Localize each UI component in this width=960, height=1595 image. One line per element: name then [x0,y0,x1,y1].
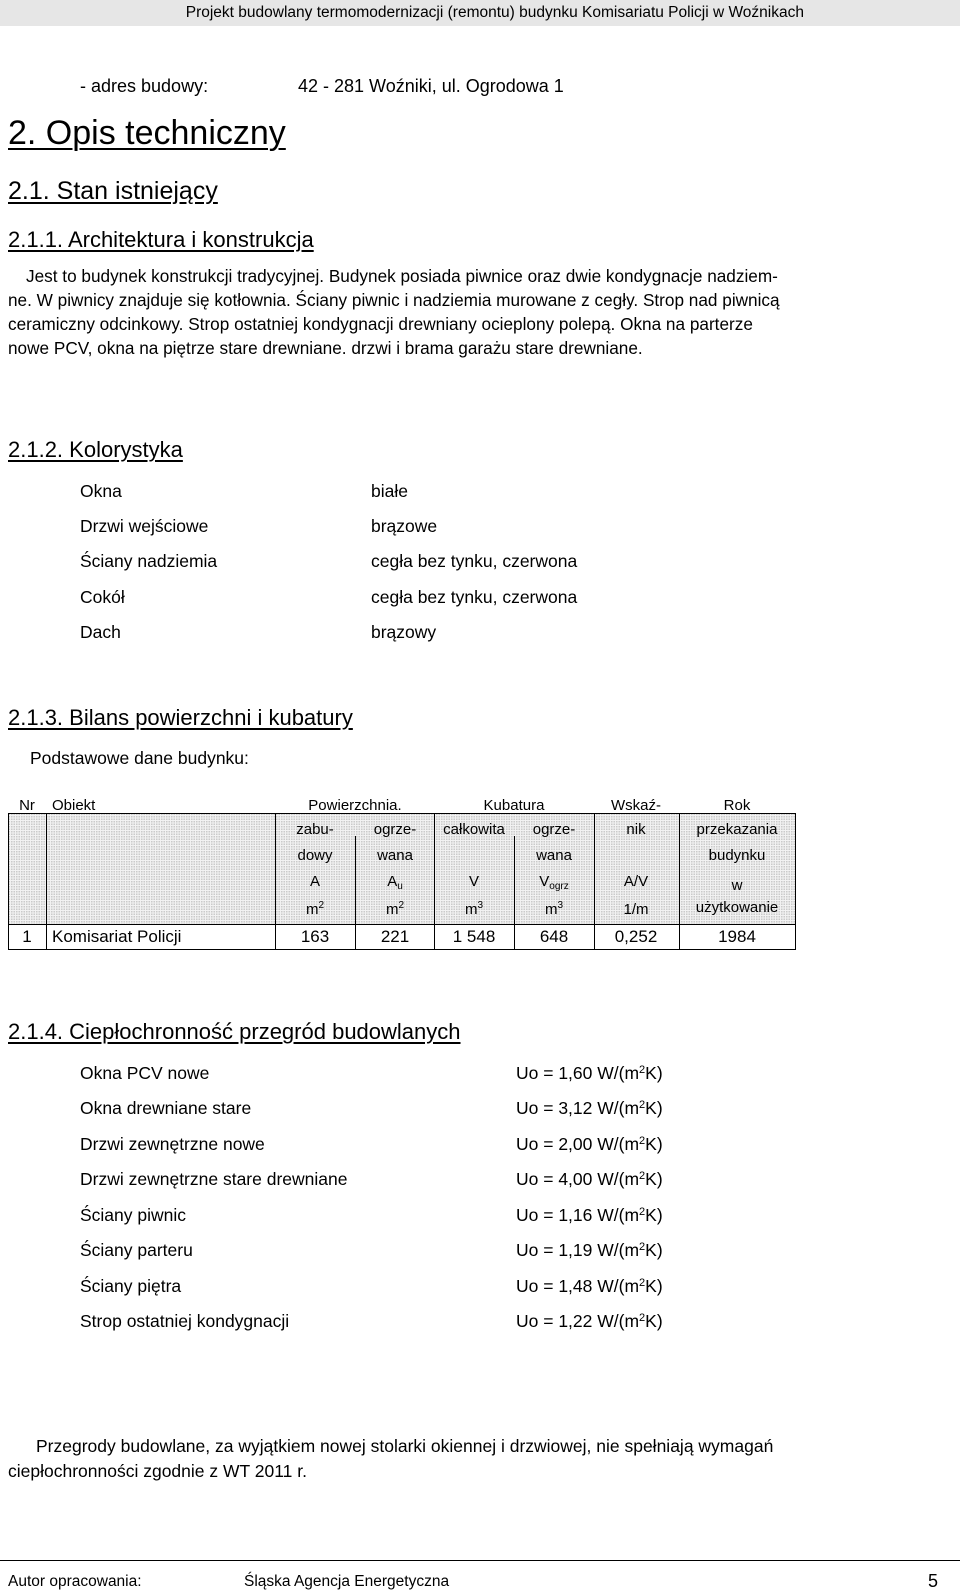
paragraph-line: ceramiczny odcinkowy. Strop ostatniej kondygnacji drewniany ocieplony polepą. Okna na parterze [8,314,753,334]
td-nr: 1 [22,927,32,946]
color-element: Cokół [80,587,125,607]
partition-name: Strop ostatniej kondygnacji [80,1311,290,1331]
color-value: cegła bez tynku, czerwona [371,587,578,607]
thermal-conclusion [8,1434,773,1484]
color-element: Okna [80,481,122,501]
heading-cieplochronnosc: 2.1.4. Ciepłochronność przegród budowlanych [8,1019,461,1044]
th-nr: Nr [19,797,35,814]
th-unit-m2: $m^2$ [385,900,405,918]
color-element: Drzwi wejściowe [80,516,209,536]
address-label: - adres budowy: [80,76,209,96]
th-sym-v: V [468,873,480,890]
color-element: Dach [80,622,121,642]
partition-name: Ściany piętra [80,1276,182,1296]
th-unit-1m: 1/m [623,901,649,918]
td-vogrz: 648 [539,927,569,946]
td-rok: 1984 [718,927,756,946]
th-sym-av: A/V [623,873,649,890]
page-header [0,0,960,26]
architecture-paragraph [8,264,953,360]
th-wana2: wana [536,847,572,864]
th-sym-vogrz: $V_{ogrz}$ [539,873,569,892]
partition-name: Okna PCV nowe [80,1063,210,1083]
page-number: 5 [928,1571,939,1591]
th-rok4: w [731,877,743,894]
th-rok5: użytkowanie [695,899,779,916]
heading-architektura: 2.1.1. Architektura i konstrukcja [8,227,314,252]
th-dowy: dowy [297,847,333,864]
balance-intro: Podstawowe dane budynku: [30,748,249,768]
heading-bilans: 2.1.3. Bilans powierzchni i kubatury [8,705,353,730]
partition-name: Drzwi zewnętrzne stare drewniane [80,1169,348,1189]
partition-name: Ściany piwnic [80,1205,187,1225]
heading-stan-istniejacy: 2.1. Stan istniejący [8,177,218,205]
td-v: 1 548 [452,927,496,946]
partition-uo: Uo = 1,60 $W/(m^2K)$ [516,1063,663,1083]
partition-name: Drzwi zewnętrzne nowe [80,1134,265,1154]
td-au: 221 [380,927,410,946]
th-calkowita: całkowita [443,821,505,838]
conclusion-line: ciepłochronności zgodnie z WT 2011 r. [8,1461,307,1481]
partition-uo: Uo = 1,19 $W/(m^2K)$ [516,1240,663,1260]
th-unit-m3: $m^3$ [544,900,564,918]
color-value: białe [371,481,408,501]
th-rok2: przekazania [696,821,778,838]
paragraph-line: ne. W piwnicy znajduje się kotłownia. Ściany piwnic i nadziemia murowane z cegły. Strop nad piwnicą [8,290,780,310]
partition-uo: Uo = 1,22 $W/(m^2K)$ [516,1311,663,1331]
address-value: 42 - 281 Woźniki, ul. Ogrodowa 1 [298,76,564,96]
td-obiekt: Komisariat Policji [52,927,182,946]
partition-name: Okna drewniane stare [80,1098,252,1118]
header-title: Projekt budowlany termomodernizacji (remontu) budynku Komisariatu Policji w Woźnikach [185,4,804,21]
paragraph-line: nowe PCV, okna na piętrze stare drewniane. drzwi i brama garażu stare drewniane. [8,338,643,358]
th-unit-m3: $m^3$ [464,900,484,918]
th-rok3: budynku [708,847,766,864]
td-av: 0,252 [614,927,658,946]
conclusion-line: Przegrody budowlane, za wyjątkiem nowej stolarki okiennej i drzwiowej, nie spełniają wymagań [36,1436,774,1456]
th-obiekt: Obiekt [52,797,96,814]
th-kubatura: Kubatura [483,797,545,814]
th-rok: Rok [723,797,751,814]
color-value: brązowy [371,622,437,642]
heading-opis-techniczny: 2. Opis techniczny [8,114,286,152]
footer-author-label: Autor opracowania: [8,1573,142,1590]
partition-uo: Uo = 4,00 $W/(m^2K)$ [516,1169,663,1189]
th-ogrze2: ogrze- [532,821,576,838]
partition-name: Ściany parteru [80,1240,193,1260]
paragraph-line: Jest to budynek konstrukcji tradycyjnej. Budynek posiada piwnice oraz dwie kondygnacje nadziem- [26,266,778,286]
color-value: cegła bez tynku, czerwona [371,551,578,571]
color-value: brązowe [371,516,438,536]
th-wana: wana [377,847,413,864]
partition-uo: Uo = 1,48 $W/(m^2K)$ [516,1276,663,1296]
th-wskaznik: Wskaź- [611,797,661,814]
heading-kolorystyka: 2.1.2. Kolorystyka [8,437,183,462]
th-unit-m2: $m^2$ [305,900,325,918]
partition-uo: Uo = 2,00 $W/(m^2K)$ [516,1134,663,1154]
partition-uo: Uo = 3,12 $W/(m^2K)$ [516,1098,663,1118]
td-a: 163 [300,927,330,946]
th-zabu: zabu- [296,821,334,838]
footer-divider [0,1560,960,1561]
th-powierzchnia: Powierzchnia. [308,797,402,814]
footer-author: Śląska Agencja Energetyczna [244,1573,450,1590]
th-wskaznik2: nik [626,821,646,838]
th-ogrze: ogrze- [373,821,417,838]
th-sym-au: $A_u$ [387,873,403,892]
partition-uo: Uo = 1,16 $W/(m^2K)$ [516,1205,663,1225]
balance-table [8,797,796,967]
color-element: Ściany nadziemia [80,551,218,571]
th-sym-a: A [309,873,321,890]
